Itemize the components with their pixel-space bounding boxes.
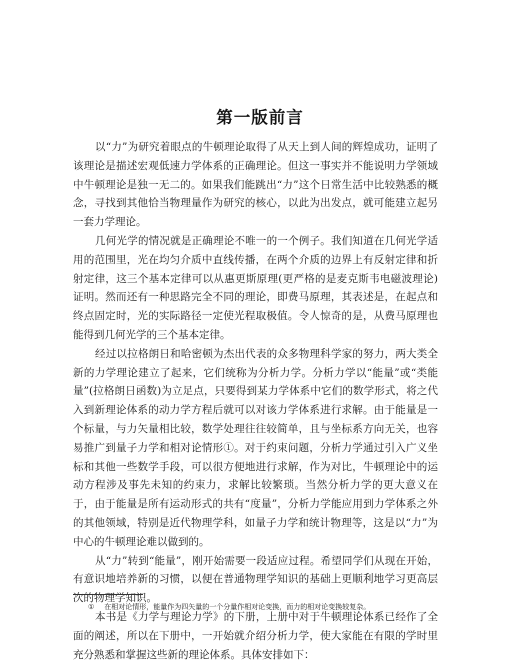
- footnote-text: 在相对论情形，能量作为四矢量的一个分量作相对论变换，而力的相对论变换较复杂。: [104, 603, 371, 611]
- page-title: 第一版前言: [216, 108, 304, 127]
- paragraph: 从“力”转到“能量”，刚开始需要一段适应过程。希望同学们从现在开始，有意识地培养新的习惯，以便在普通物理学知识的基础上更顺利地学习更高层次的物理学知识。: [73, 554, 438, 605]
- paragraph: 经过以拉格朗日和哈密顿为杰出代表的众多物理科学家的努力，两大类全新的力学理论建立了起来，它们统称为分析力学。分析力学以“能量”或“类能量”(拉格朗日函数)为立足点，只要得到某力学体系中它们的数学形式，将之代入到新理论体系的动力学方程后就可以对该力学体系进行求解。由于能量是一个标量，与力矢量相比较，数学处理往往较简单，且与坐标系方向无关，也容易推广到量子力学和相对论情形①。对于约束问题，分析力学通过引入广义坐标和其他一些数学手段，可以很方便地进行求解，作为对比，牛顿理论中的运动方程涉及事先未知的约束力，求解比较繁琐。当然分析力学的更大意义在于，由于能量是所有运动形式的共有“度量”，分析力学能应用到力学体系之外的其他领域，特别是近代物理学科，如量子力学和统计物理等，这是以“力”为中心的牛顿理论难以做到的。: [73, 347, 438, 548]
- paragraph: 以“力”为研究着眼点的牛顿理论取得了从天上到人间的辉煌成功，证明了该理论是描述宏观低速力学体系的正确理论。但这一事实并不能说明力学领域中牛顿理论是独一无二的。如果我们能跳出“力”这个日常生活中比较熟悉的概念，寻找到其他恰当物理量作为研究的核心，以此为出发点，就可能建立起另一套力学理论。: [73, 141, 438, 229]
- preface-body: [73, 138, 438, 664]
- paragraph: 本书是《力学与理论力学》的下册，上册中对于牛顿理论体系已经作了全面的阐述，所以在下册中，一开始就介绍分析力学，使大家能在有限的学时里充分熟悉和掌握这些新的理论体系。具体安排如下：: [73, 610, 438, 661]
- footnote-divider: [73, 594, 143, 595]
- footnote: [88, 602, 448, 612]
- paragraph: 几何光学的情况就是正确理论不唯一的一个例子。我们知道在几何光学适用的范围里，光在均匀介质中直线传播，在两个介质的边界上有反射定律和折射定律，这三个基本定律可以从惠更斯原理(更严格的是麦克斯韦电磁波理论)证明。然而还有一种思路完全不同的理论，即费马原理，其表述是，在起点和终点固定时，光的实际路径一定使光程取极值。令人惊奇的是，从费马原理也能得到几何光学的三个基本定律。: [73, 234, 438, 341]
- footnote-marker: ①: [88, 603, 95, 611]
